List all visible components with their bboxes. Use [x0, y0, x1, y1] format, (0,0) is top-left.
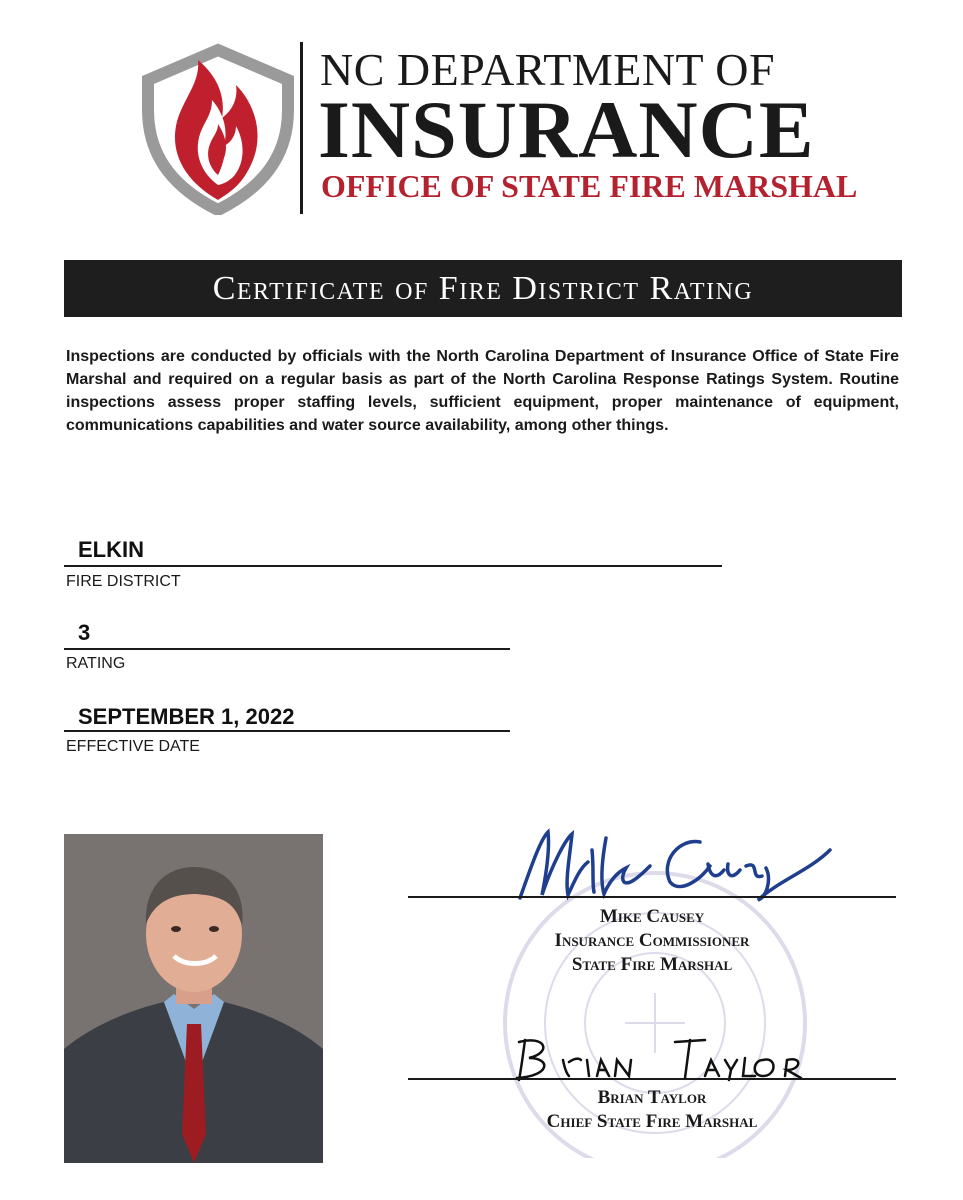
- commissioner-signature-line: [408, 896, 896, 898]
- district-label: FIRE DISTRICT: [66, 573, 181, 590]
- commissioner-portrait: [64, 834, 323, 1163]
- office-line: OFFICE OF STATE FIRE MARSHAL: [321, 168, 858, 204]
- chief-signature-line: [408, 1078, 896, 1080]
- certificate-title: Certificate of Fire District Rating: [64, 260, 902, 317]
- flame-shield-icon: [138, 40, 298, 215]
- chief-title: Chief State Fire Marshal: [546, 1111, 758, 1132]
- commissioner-title-2: State Fire Marshal: [571, 954, 733, 975]
- commissioner-title: Insurance Commissioner: [554, 930, 750, 951]
- commissioner-name: Mike Causey: [599, 906, 705, 927]
- chief-signature: [505, 1030, 805, 1085]
- district-underline: [64, 565, 722, 567]
- intro-paragraph: Inspections are conducted by officials with the North Carolina Department of Insurance Office of State Fire Marshal and required on a regular basis as part of the North Carolina Response Ratings System. Routine inspections assess proper staffing levels, sufficient equipment, proper maintenance of equipment, communications capabilities and water source availability, among other things.: [66, 348, 899, 434]
- department-line: NC DEPARTMENT OF: [320, 44, 776, 95]
- effective-date-value: SEPTEMBER 1, 2022: [78, 704, 295, 729]
- commissioner-signature: [510, 820, 840, 905]
- header-divider: [300, 42, 303, 214]
- rating-value: 3: [78, 620, 91, 645]
- effective-date-label: EFFECTIVE DATE: [66, 738, 200, 755]
- rating-underline: [64, 648, 510, 650]
- insurance-wordmark: INSURANCE: [318, 84, 815, 175]
- rating-label: RATING: [66, 655, 126, 672]
- district-value: ELKIN: [78, 537, 144, 562]
- chief-name: Brian Taylor: [597, 1087, 707, 1108]
- effective-date-underline: [64, 730, 510, 732]
